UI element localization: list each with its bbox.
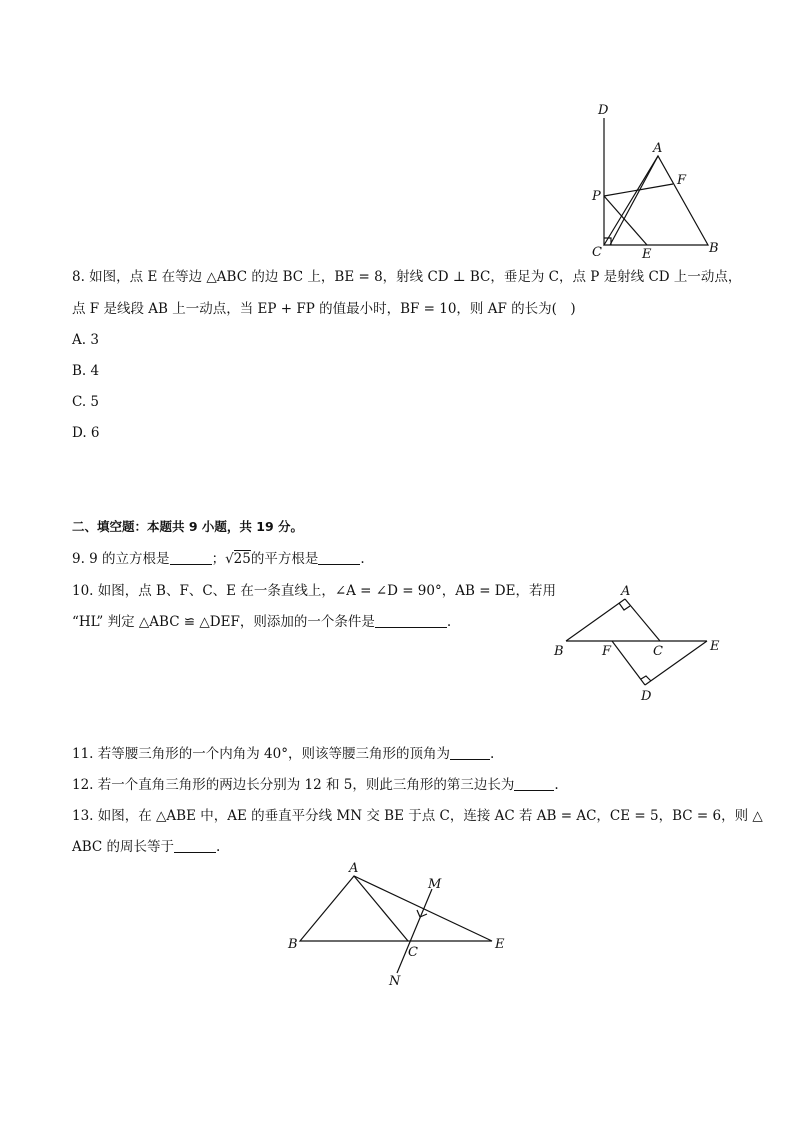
label-n: N: [389, 974, 401, 989]
label-c: C: [592, 245, 602, 260]
q10-text: “HL” 判定 △ABC ≌ △DEF，则添加的一个条件是: [72, 614, 375, 630]
q8-line1: 8. 如图，点 E 在等边 △ABC 的边 BC 上，BE = 8，射线 CD ⊥ BC，垂足为 C，点 P 是射线 CD 上一动点，: [72, 269, 742, 285]
label-b: B: [554, 644, 564, 659]
label-d: D: [641, 689, 652, 704]
triangle-abe: [300, 876, 492, 941]
sqrt-symbol: √: [225, 551, 234, 567]
label-a: A: [621, 584, 631, 599]
q8-option-d: D. 6: [72, 425, 100, 441]
q12-end: .: [554, 777, 559, 793]
label-f: F: [602, 644, 612, 659]
line-mn: [397, 889, 432, 973]
label-e: E: [642, 247, 652, 262]
segment-ac: [354, 876, 408, 941]
q9-sqrt-value: 25: [233, 551, 251, 567]
q8-option-c: C. 5: [72, 394, 100, 410]
q10-line1: 10. 如图，点 B、F、C、E 在一条直线上，∠A = ∠D = 90°，AB = DE，若用: [72, 583, 556, 599]
label-f: F: [677, 173, 687, 188]
q8-option-b: B. 4: [72, 363, 100, 379]
label-e: E: [495, 937, 505, 952]
q9-text1: 9. 9 的立方根是: [72, 551, 170, 567]
label-p: P: [592, 189, 601, 204]
label-m: M: [428, 877, 442, 892]
q9-end: .: [360, 551, 365, 567]
q9-text3: 的平方根是: [250, 551, 319, 567]
q13-end: .: [216, 839, 221, 855]
q8-option-a: A. 3: [72, 332, 99, 348]
q13-text: ABC 的周长等于: [72, 839, 175, 855]
label-c: C: [408, 945, 418, 960]
q10-end: .: [446, 614, 452, 630]
label-b: B: [709, 241, 719, 256]
label-a: A: [653, 141, 663, 156]
section-heading: 二、填空题：本题共 9 小题，共 19 分。: [72, 519, 304, 534]
label-a: A: [349, 861, 359, 876]
label-b: B: [288, 937, 298, 952]
q11-end: .: [489, 746, 495, 762]
q12-text: 12. 若一个直角三角形的两边长分别为 12 和 5，则此三角形的第三边长为: [72, 777, 515, 793]
q8-line2: 点 F 是线段 AB 上一动点，当 EP + FP 的值最小时，BF = 10，则 AF 的长为( ): [72, 301, 576, 317]
label-e: E: [710, 639, 720, 654]
q9-text2: ；: [211, 551, 226, 567]
label-d: D: [598, 103, 609, 118]
q13-line1: 13. 如图，在 △ABE 中，AE 的垂直平分线 MN 交 BE 于点 C，连接 AC 若 AB = AC，CE = 5，BC = 6，则 △: [72, 808, 763, 824]
label-c: C: [653, 644, 663, 659]
q11-text: 11. 若等腰三角形的一个内角为 40°，则该等腰三角形的顶角为: [72, 746, 450, 762]
